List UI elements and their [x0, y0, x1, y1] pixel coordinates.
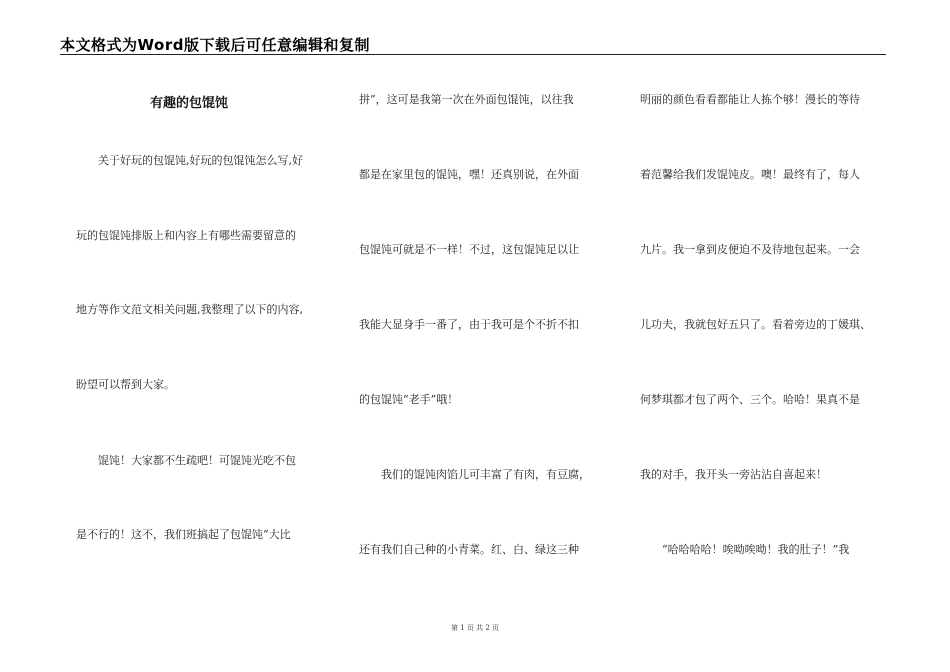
text-line: 地方等作文范文相关问题,我整理了以下的内容,: [76, 303, 303, 316]
text-line: “哈哈哈哈！唉呦唉呦！我的肚子！”我: [640, 543, 850, 556]
text-line: 包馄饨可就是不一样！不过，这包馄饨足以让: [359, 243, 579, 256]
text-line: 还有我们自己种的小青菜。红、白、绿这三种: [359, 543, 579, 556]
page-number-footer: 第 1 页 共 2 页: [450, 624, 500, 632]
text-line: 我的对手，我开头一旁沾沾自喜起来！: [640, 468, 827, 481]
text-line: 关于好玩的包馄饨,好玩的包馄饨怎么写,好: [76, 154, 303, 167]
text-line: 馄饨！大家都不生疏吧！可馄饨光吃不包: [76, 454, 296, 467]
text-line: 我能大显身手一番了，由于我可是个不折不扣: [359, 318, 579, 331]
text-line: 何梦琪都才包了两个、三个。哈哈！果真不是: [640, 393, 860, 406]
text-line: 着范馨给我们发馄饨皮。噢！最终有了，每人: [640, 168, 860, 181]
text-line: 我们的馄饨肉馅儿可丰富了有肉，有豆腐，: [359, 468, 590, 481]
header-divider: [60, 54, 886, 55]
document-header-title: 本文格式为Word版下载后可任意编辑和复制: [60, 36, 370, 54]
text-line: 盼望可以帮到大家。: [76, 378, 175, 391]
text-line: 明丽的颜色看看都能让人拣个够！漫长的等待: [640, 93, 860, 106]
text-line: 玩的包馄饨排版上和内容上有哪些需要留意的: [76, 229, 296, 242]
text-line: 儿功夫，我就包好五只了。看着旁边的丁媛琪、: [640, 318, 871, 331]
text-line: 都是在家里包的馄饨，嘿！还真别说，在外面: [359, 168, 579, 181]
text-line: 是不行的！这不，我们班搞起了包馄饨“大比: [76, 528, 291, 541]
text-line: 拼”，这可是我第一次在外面包馄饨，以往我: [359, 93, 574, 106]
text-line: 九片。我一拿到皮便迫不及待地包起来。一会: [640, 243, 860, 256]
text-line: 的包馄饨“老手”哦！: [359, 393, 459, 406]
article-title: 有趣的包馄饨: [150, 96, 229, 111]
